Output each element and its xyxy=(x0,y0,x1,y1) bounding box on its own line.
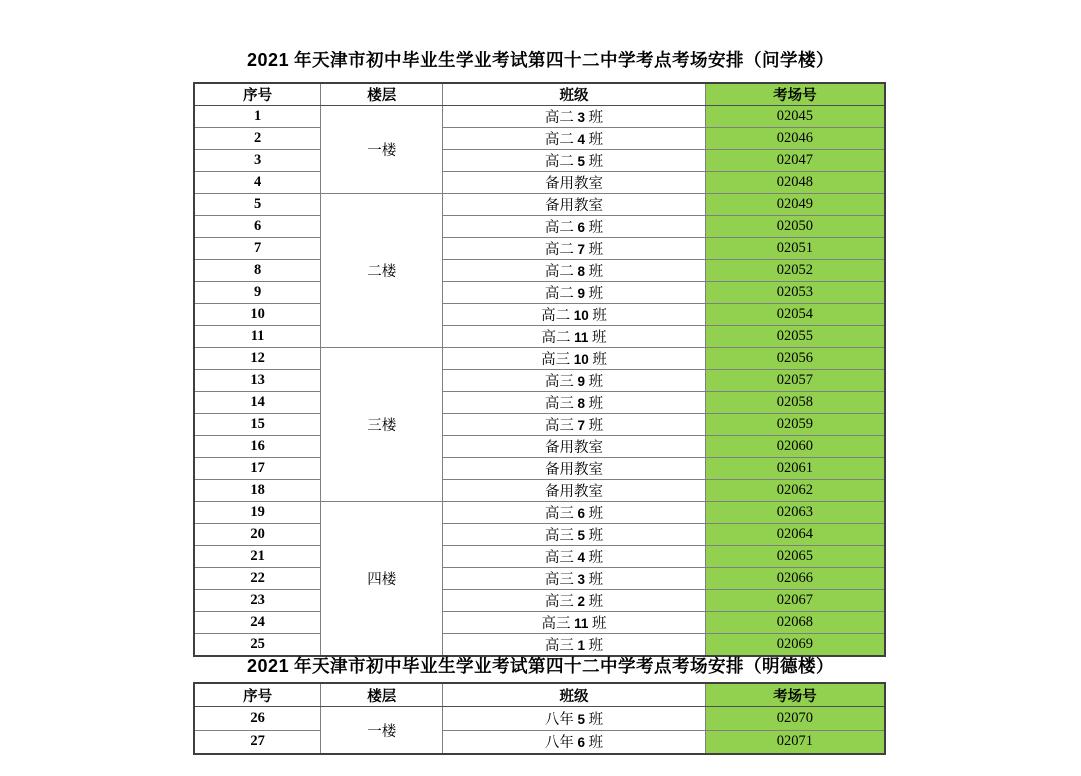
cell-serial-number: 1 xyxy=(194,106,321,128)
cell-class-name: 备用教室 xyxy=(443,458,705,480)
cell-serial-number: 25 xyxy=(194,634,321,657)
cell-serial-number: 3 xyxy=(194,150,321,172)
table-row xyxy=(194,458,885,480)
cell-room-number: 02052 xyxy=(705,260,885,282)
cell-class-name: 八年 6 班 xyxy=(443,730,705,754)
table-row xyxy=(194,392,885,414)
cell-room-number: 02062 xyxy=(705,480,885,502)
header-cell: 考场号 xyxy=(705,83,885,106)
cell-room-number: 02067 xyxy=(705,590,885,612)
table-row xyxy=(194,480,885,502)
cell-serial-number: 18 xyxy=(194,480,321,502)
cell-class-name: 高二 5 班 xyxy=(443,150,705,172)
cell-class-name: 高三 3 班 xyxy=(443,568,705,590)
cell-class-name: 高二 9 班 xyxy=(443,282,705,304)
cell-serial-number: 17 xyxy=(194,458,321,480)
cell-class-name: 高三 2 班 xyxy=(443,590,705,612)
cell-serial-number: 13 xyxy=(194,370,321,392)
table-row xyxy=(194,436,885,458)
cell-floor: 三楼 xyxy=(321,348,443,502)
cell-serial-number: 10 xyxy=(194,304,321,326)
cell-class-name: 八年 5 班 xyxy=(443,707,705,730)
header-cell: 楼层 xyxy=(321,683,443,707)
cell-serial-number: 9 xyxy=(194,282,321,304)
cell-serial-number: 11 xyxy=(194,326,321,348)
cell-serial-number: 7 xyxy=(194,238,321,260)
cell-room-number: 02069 xyxy=(705,634,885,657)
table-row xyxy=(194,546,885,568)
cell-room-number: 02060 xyxy=(705,436,885,458)
cell-room-number: 02051 xyxy=(705,238,885,260)
page-title-mingde-building: 2021 年天津市初中毕业生学业考试第四十二中学考点考场安排（明德楼） xyxy=(247,656,834,676)
cell-class-name: 高二 7 班 xyxy=(443,238,705,260)
table-row xyxy=(194,370,885,392)
header-cell: 考场号 xyxy=(705,683,885,707)
cell-class-name: 高三 9 班 xyxy=(443,370,705,392)
cell-serial-number: 6 xyxy=(194,216,321,238)
cell-class-name: 高二 3 班 xyxy=(443,106,705,128)
cell-serial-number: 24 xyxy=(194,612,321,634)
cell-serial-number: 26 xyxy=(194,707,321,730)
cell-class-name: 备用教室 xyxy=(443,172,705,194)
cell-floor: 四楼 xyxy=(321,502,443,657)
cell-class-name: 备用教室 xyxy=(443,436,705,458)
cell-serial-number: 16 xyxy=(194,436,321,458)
table-row xyxy=(194,348,885,370)
cell-room-number: 02065 xyxy=(705,546,885,568)
header-cell: 班级 xyxy=(443,83,705,106)
cell-class-name: 高三 4 班 xyxy=(443,546,705,568)
cell-room-number: 02071 xyxy=(705,730,885,754)
header-cell: 序号 xyxy=(194,83,321,106)
cell-room-number: 02054 xyxy=(705,304,885,326)
cell-serial-number: 21 xyxy=(194,546,321,568)
cell-room-number: 02057 xyxy=(705,370,885,392)
exam-room-table-wenxue xyxy=(193,82,886,657)
cell-serial-number: 15 xyxy=(194,414,321,436)
table-row xyxy=(194,172,885,194)
header-cell: 楼层 xyxy=(321,83,443,106)
cell-serial-number: 5 xyxy=(194,194,321,216)
cell-room-number: 02066 xyxy=(705,568,885,590)
cell-class-name: 高二 8 班 xyxy=(443,260,705,282)
cell-class-name: 高三 6 班 xyxy=(443,502,705,524)
exam-room-table-mingde xyxy=(193,682,886,755)
cell-room-number: 02061 xyxy=(705,458,885,480)
table-row xyxy=(194,260,885,282)
cell-room-number: 02064 xyxy=(705,524,885,546)
cell-class-name: 备用教室 xyxy=(443,194,705,216)
cell-class-name: 备用教室 xyxy=(443,480,705,502)
cell-serial-number: 12 xyxy=(194,348,321,370)
table-row xyxy=(194,707,885,730)
table-row xyxy=(194,238,885,260)
table-row xyxy=(194,730,885,754)
cell-serial-number: 20 xyxy=(194,524,321,546)
cell-class-name: 高三 10 班 xyxy=(443,348,705,370)
cell-room-number: 02063 xyxy=(705,502,885,524)
table-header-row xyxy=(194,683,885,707)
cell-class-name: 高二 6 班 xyxy=(443,216,705,238)
cell-class-name: 高二 11 班 xyxy=(443,326,705,348)
cell-class-name: 高三 7 班 xyxy=(443,414,705,436)
cell-class-name: 高三 5 班 xyxy=(443,524,705,546)
table-row xyxy=(194,524,885,546)
cell-floor: 二楼 xyxy=(321,194,443,348)
cell-class-name: 高三 11 班 xyxy=(443,612,705,634)
cell-room-number: 02049 xyxy=(705,194,885,216)
cell-class-name: 高二 4 班 xyxy=(443,128,705,150)
cell-serial-number: 19 xyxy=(194,502,321,524)
table-row xyxy=(194,612,885,634)
cell-room-number: 02070 xyxy=(705,707,885,730)
cell-room-number: 02068 xyxy=(705,612,885,634)
table-row xyxy=(194,414,885,436)
cell-serial-number: 14 xyxy=(194,392,321,414)
cell-room-number: 02056 xyxy=(705,348,885,370)
table-row xyxy=(194,106,885,128)
cell-room-number: 02058 xyxy=(705,392,885,414)
table-row xyxy=(194,282,885,304)
table-header-row xyxy=(194,83,885,106)
cell-room-number: 02050 xyxy=(705,216,885,238)
cell-room-number: 02048 xyxy=(705,172,885,194)
cell-floor: 一楼 xyxy=(321,106,443,194)
cell-serial-number: 22 xyxy=(194,568,321,590)
cell-serial-number: 8 xyxy=(194,260,321,282)
header-cell: 班级 xyxy=(443,683,705,707)
cell-room-number: 02047 xyxy=(705,150,885,172)
page-title-wenxue-building: 2021 年天津市初中毕业生学业考试第四十二中学考点考场安排（问学楼） xyxy=(247,50,834,70)
cell-class-name: 高三 1 班 xyxy=(443,634,705,657)
table-row xyxy=(194,326,885,348)
table-row xyxy=(194,568,885,590)
table-row xyxy=(194,128,885,150)
cell-serial-number: 27 xyxy=(194,730,321,754)
cell-serial-number: 2 xyxy=(194,128,321,150)
table-row xyxy=(194,304,885,326)
cell-floor: 一楼 xyxy=(321,707,443,754)
table-row xyxy=(194,502,885,524)
table-row xyxy=(194,194,885,216)
table-row xyxy=(194,150,885,172)
cell-room-number: 02055 xyxy=(705,326,885,348)
table-row xyxy=(194,216,885,238)
cell-room-number: 02045 xyxy=(705,106,885,128)
cell-class-name: 高三 8 班 xyxy=(443,392,705,414)
table-row xyxy=(194,590,885,612)
cell-class-name: 高二 10 班 xyxy=(443,304,705,326)
cell-room-number: 02059 xyxy=(705,414,885,436)
cell-serial-number: 4 xyxy=(194,172,321,194)
cell-room-number: 02053 xyxy=(705,282,885,304)
cell-room-number: 02046 xyxy=(705,128,885,150)
header-cell: 序号 xyxy=(194,683,321,707)
cell-serial-number: 23 xyxy=(194,590,321,612)
